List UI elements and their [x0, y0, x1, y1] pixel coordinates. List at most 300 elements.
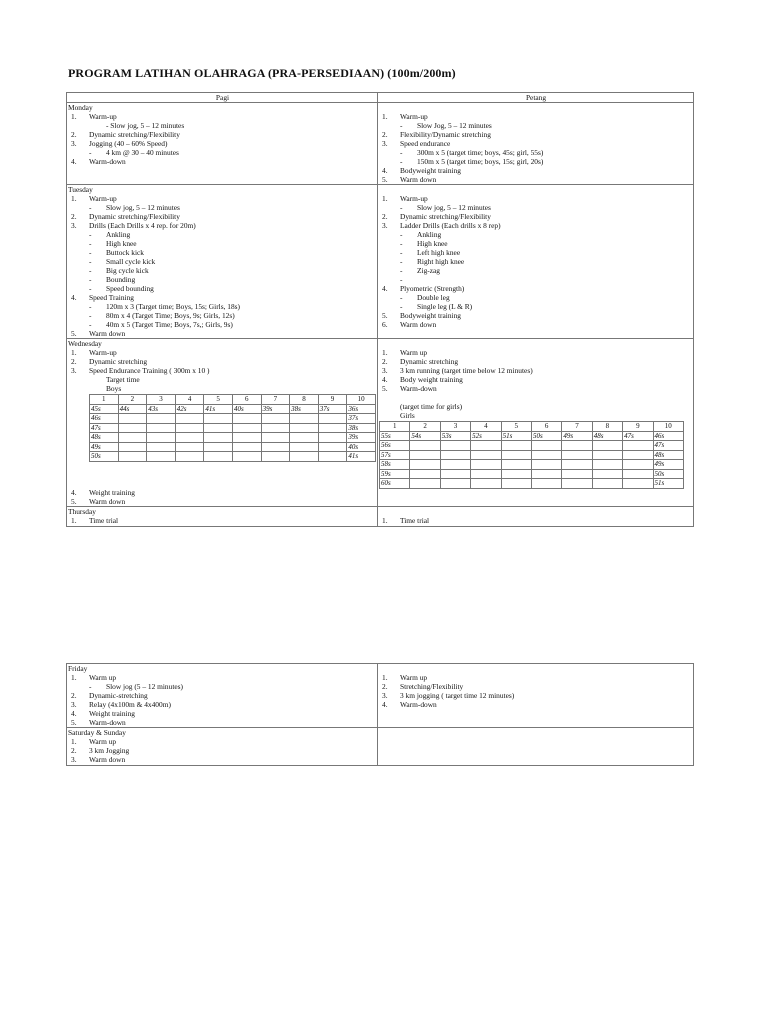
boys-target-table [89, 394, 376, 462]
list-text: Dynamic stretching/Flexibility [89, 212, 180, 221]
list-marker: - [400, 203, 403, 212]
grid-cell: 47s [623, 431, 653, 441]
list-item [379, 293, 693, 302]
list-item [379, 266, 693, 275]
list-text: Jogging (40 – 60% Speed) [89, 139, 168, 148]
grid-header-cell: 4 [471, 422, 501, 432]
list-text: Drills (Each Drills x 4 rep. for 20m) [89, 221, 196, 230]
list-text: Dynamic-stretching [89, 691, 148, 700]
grid-cell [204, 423, 233, 433]
list-marker: 4. [382, 375, 388, 384]
header-pagi: Pagi [67, 93, 378, 103]
list-text: Warm down [89, 755, 126, 764]
list-marker: 4. [71, 487, 77, 497]
list-text: - Slow jog, 5 – 12 minutes [106, 121, 185, 130]
grid-cell [410, 450, 440, 460]
list-text: Weight training [89, 487, 135, 497]
list-marker: 3. [71, 700, 77, 709]
list-marker: - [89, 257, 92, 266]
grid-cell [261, 414, 290, 424]
list-item [68, 746, 377, 755]
list-marker: 5. [71, 496, 77, 506]
grid-header-cell: 3 [440, 422, 470, 432]
list-item [379, 357, 693, 366]
grid-cell [531, 450, 561, 460]
list-text: Bodyweight training [400, 166, 461, 175]
grid-cell [147, 423, 176, 433]
grid-header-cell: 8 [290, 395, 319, 405]
grid-cell [261, 452, 290, 462]
grid-row [90, 423, 376, 433]
list-text: 3 km running (target time below 12 minutes) [400, 366, 533, 375]
list-item [379, 148, 693, 157]
grid-row [380, 469, 684, 479]
list-item [68, 673, 377, 682]
grid-cell [592, 479, 622, 489]
grid-cell [440, 479, 470, 489]
grid-cell [318, 452, 347, 462]
list-text: Warm-down [400, 700, 437, 709]
grid-cell [175, 442, 204, 452]
list-marker: 2. [71, 691, 77, 700]
grid-cell [318, 442, 347, 452]
list-item [379, 393, 693, 402]
list-text: Zig-zag [417, 266, 440, 275]
grid-cell [440, 469, 470, 479]
list-text: Slow jog, 5 – 12 minutes [106, 203, 180, 212]
list-text: Warm-down [400, 384, 437, 393]
list-item [68, 293, 377, 302]
list-text: Warm-down [89, 718, 126, 727]
grid-row [380, 450, 684, 460]
list-text: Speed Endurance Training ( 300m x 10 ) [89, 366, 210, 375]
list-item [68, 221, 377, 230]
grid-cell [290, 423, 319, 433]
grid-cell: 50s [90, 452, 119, 462]
schedule-table [66, 92, 694, 527]
grid-cell [531, 460, 561, 470]
grid-cell [261, 423, 290, 433]
grid-header-row [90, 395, 376, 405]
grid-cell [471, 469, 501, 479]
list-item [379, 248, 693, 257]
grid-cell [175, 414, 204, 424]
list-item [379, 311, 693, 320]
grid-cell: 46s [90, 414, 119, 424]
grid-cell: 51s [653, 479, 683, 489]
grid-cell [562, 469, 592, 479]
list-marker: - [89, 266, 92, 275]
list-item [379, 284, 693, 293]
grid-cell [592, 441, 622, 451]
list-text: Double leg [417, 293, 450, 302]
list-text: Warm-down [89, 157, 126, 166]
list-item [379, 230, 693, 239]
list-marker: 1. [382, 673, 388, 682]
grid-cell [623, 469, 653, 479]
list-item [68, 384, 377, 393]
list-item [68, 375, 377, 384]
list-text: Warm up [400, 348, 428, 357]
list-marker: - [400, 248, 403, 257]
list-item [68, 130, 377, 139]
list-text: Target time [106, 375, 140, 384]
grid-cell: 49s [562, 431, 592, 441]
grid-cell: 45s [90, 404, 119, 414]
grid-cell [471, 441, 501, 451]
list-item [68, 348, 377, 357]
grid-cell [204, 452, 233, 462]
list-item [68, 366, 377, 375]
list-marker: 1. [71, 348, 77, 357]
list-text: Dynamic stretching/Flexibility [89, 130, 180, 139]
wednesday-row [67, 339, 694, 507]
grid-cell: 47s [653, 441, 683, 451]
list-marker: - [400, 257, 403, 266]
grid-cell [147, 452, 176, 462]
list-text: Warm down [400, 320, 437, 329]
list-marker: - [89, 248, 92, 257]
grid-row [90, 452, 376, 462]
list-text: Warm down [89, 329, 126, 338]
grid-header-cell: 6 [232, 395, 261, 405]
list-text: Bodyweight training [400, 311, 461, 320]
grid-row [90, 433, 376, 443]
list-marker: 4. [382, 284, 388, 293]
list-text: High knee [106, 239, 137, 248]
grid-cell: 44s [118, 404, 147, 414]
list-marker: 3. [382, 221, 388, 230]
grid-row [380, 460, 684, 470]
list-marker: - [89, 682, 92, 691]
list-text: Relay (4x100m & 4x400m) [89, 700, 171, 709]
list-marker: - [89, 320, 92, 329]
list-marker: 3. [382, 691, 388, 700]
list-item [379, 130, 693, 139]
grid-cell [147, 433, 176, 443]
list-marker: 1. [382, 515, 388, 525]
list-text: Speed bounding [106, 284, 154, 293]
list-item [68, 329, 377, 338]
list-marker: 1. [71, 515, 77, 525]
list-marker: 4. [382, 166, 388, 175]
list-text: Dynamic stretching [400, 357, 459, 366]
list-item [379, 112, 693, 121]
list-text: Buttock kick [106, 248, 144, 257]
list-text: Warm-up [89, 348, 117, 357]
grid-header-cell: 9 [318, 395, 347, 405]
list-item [379, 302, 693, 311]
list-item [68, 497, 377, 506]
grid-cell [290, 414, 319, 424]
grid-cell [623, 479, 653, 489]
list-item [379, 239, 693, 248]
grid-cell [175, 433, 204, 443]
grid-cell [501, 460, 531, 470]
list-marker: - [89, 203, 92, 212]
list-text: Slow Jog, 5 – 12 minutes [417, 121, 492, 130]
list-text: Small cycle kick [106, 257, 156, 266]
grid-cell [204, 414, 233, 424]
day-label: Saturday & Sunday [68, 728, 126, 737]
list-item [68, 302, 377, 311]
list-text: Warm-up [89, 194, 117, 203]
list-marker: 1. [382, 348, 388, 357]
list-text: 40m x 5 (Target Time; Boys, 7s,; Girls, 9s) [106, 320, 233, 329]
list-text: Slow jog, 5 – 12 minutes [417, 203, 491, 212]
list-item [68, 709, 377, 718]
grid-cell [204, 433, 233, 443]
grid-cell [501, 479, 531, 489]
list-item [68, 718, 377, 727]
list-marker: 3. [71, 139, 77, 148]
day-label: Tuesday [68, 185, 93, 194]
grid-cell [471, 460, 501, 470]
monday-row [67, 103, 694, 185]
list-item [68, 139, 377, 148]
list-text: Warm-up [400, 194, 428, 203]
grid-cell: 41s [347, 452, 376, 462]
grid-cell [501, 441, 531, 451]
list-text: Warm-up [400, 112, 428, 121]
list-marker: 1. [382, 194, 388, 203]
grid-cell [118, 442, 147, 452]
list-marker: 4. [382, 700, 388, 709]
header-row [67, 93, 694, 103]
grid-cell: 49s [653, 460, 683, 470]
grid-cell: 51s [501, 431, 531, 441]
grid-cell: 38s [290, 404, 319, 414]
list-item [68, 266, 377, 275]
list-item [68, 284, 377, 293]
grid-cell [592, 460, 622, 470]
list-text: Single leg (L & R) [417, 302, 473, 311]
list-marker: - [400, 157, 403, 166]
grid-header-cell: 10 [347, 395, 376, 405]
list-marker: - [89, 230, 92, 239]
list-item [68, 212, 377, 221]
list-marker: - [89, 148, 92, 157]
list-item [68, 311, 377, 320]
list-item [68, 148, 377, 157]
grid-header-cell: 3 [147, 395, 176, 405]
tuesday-row [67, 185, 694, 339]
grid-cell [232, 414, 261, 424]
list-item [68, 194, 377, 203]
list-item [68, 691, 377, 700]
list-marker: - [400, 121, 403, 130]
list-text: 3 km Jogging [89, 746, 130, 755]
list-item [379, 121, 693, 130]
grid-cell: 47s [90, 423, 119, 433]
list-marker: 2. [71, 746, 77, 755]
list-marker: 4. [71, 709, 77, 718]
list-item [379, 366, 693, 375]
grid-cell: 40s [347, 442, 376, 452]
list-marker: - [89, 311, 92, 320]
list-item [379, 139, 693, 148]
grid-cell: 54s [410, 431, 440, 441]
list-text: Warm down [400, 175, 437, 184]
grid-cell [623, 450, 653, 460]
list-text: 300m x 5 (target time; boys, 45s; girl, 55s) [417, 148, 544, 157]
list-marker: 1. [71, 194, 77, 203]
list-text: Warm-up [89, 112, 117, 121]
list-marker: 4. [71, 157, 77, 166]
list-item [379, 157, 693, 166]
grid-row [90, 442, 376, 452]
grid-header-cell: 9 [623, 422, 653, 432]
list-marker: 3. [71, 221, 77, 230]
list-item [379, 700, 693, 709]
grid-cell [531, 469, 561, 479]
list-item [68, 230, 377, 239]
list-item [379, 275, 693, 284]
grid-cell [562, 441, 592, 451]
grid-cell [318, 414, 347, 424]
grid-row [380, 431, 684, 441]
grid-cell [562, 450, 592, 460]
list-text: Slow jog (5 – 12 minutes) [106, 682, 183, 691]
grid-header-cell: 4 [175, 395, 204, 405]
grid-cell: 49s [90, 442, 119, 452]
list-marker: 2. [71, 130, 77, 139]
day-label: Thursday [68, 506, 96, 516]
list-text: 4 km @ 30 – 40 minutes [106, 148, 179, 157]
list-marker: 2. [71, 357, 77, 366]
grid-cell [261, 442, 290, 452]
list-text: Time trial [400, 515, 430, 525]
list-text: Warm up [400, 673, 428, 682]
list-marker: 2. [71, 212, 77, 221]
day-label: Friday [68, 664, 88, 673]
list-text: Bounding [106, 275, 136, 284]
list-item [379, 691, 693, 700]
list-item [68, 737, 377, 746]
list-text: Girls [400, 411, 415, 420]
list-text: Warm down [89, 496, 126, 506]
grid-cell [232, 433, 261, 443]
list-marker: 5. [382, 311, 388, 320]
grid-cell [562, 479, 592, 489]
list-text: 80m x 4 (Target Time; Boys, 9s; Girls, 12s) [106, 311, 235, 320]
list-text: Body weight training [400, 375, 463, 384]
grid-header-cell: 1 [380, 422, 410, 432]
list-marker: 3. [382, 366, 388, 375]
list-item [379, 203, 693, 212]
grid-cell [290, 433, 319, 443]
grid-cell [147, 442, 176, 452]
list-text: Stretching/Flexibility [400, 682, 464, 691]
list-marker: 3. [71, 366, 77, 375]
list-text: Warm up [89, 673, 117, 682]
grid-cell [440, 450, 470, 460]
grid-cell [592, 469, 622, 479]
thursday-row [67, 506, 694, 526]
grid-row [380, 479, 684, 489]
grid-row [380, 441, 684, 451]
grid-cell: 39s [261, 404, 290, 414]
list-text: Left high knee [417, 248, 461, 257]
list-text: Boys [106, 384, 122, 393]
grid-header-cell: 7 [261, 395, 290, 405]
list-marker: 2. [382, 130, 388, 139]
list-text: 150m x 5 (target time; boys, 15s; girl, 20s) [417, 157, 544, 166]
list-item [379, 384, 693, 393]
list-text: Weight training [89, 709, 135, 718]
grid-header-cell: 5 [501, 422, 531, 432]
grid-header-cell: 2 [118, 395, 147, 405]
list-item [68, 516, 377, 525]
grid-cell [501, 450, 531, 460]
grid-cell [531, 441, 561, 451]
grid-cell: 42s [175, 404, 204, 414]
list-item [68, 157, 377, 166]
grid-cell: 43s [147, 404, 176, 414]
list-item [68, 357, 377, 366]
grid-cell: 37s [318, 404, 347, 414]
grid-cell: 55s [380, 431, 410, 441]
grid-cell: 50s [653, 469, 683, 479]
list-item [379, 212, 693, 221]
grid-cell [290, 452, 319, 462]
list-marker: - [89, 302, 92, 311]
grid-cell [261, 433, 290, 443]
list-item [68, 257, 377, 266]
grid-cell [290, 442, 319, 452]
schedule-table-continued [66, 663, 694, 766]
grid-cell: 50s [531, 431, 561, 441]
grid-cell [232, 442, 261, 452]
grid-header-cell: 2 [410, 422, 440, 432]
grid-cell: 36s [347, 404, 376, 414]
grid-cell [147, 414, 176, 424]
grid-cell: 41s [204, 404, 233, 414]
list-marker: 5. [382, 175, 388, 184]
grid-header-cell: 8 [592, 422, 622, 432]
girls-target-table [379, 421, 684, 489]
list-text: High knee [417, 239, 448, 248]
list-text: Big cycle kick [106, 266, 149, 275]
list-item [68, 112, 377, 121]
list-item [68, 203, 377, 212]
list-marker: - [89, 239, 92, 248]
list-marker: - [400, 230, 403, 239]
grid-cell [592, 450, 622, 460]
grid-cell [471, 479, 501, 489]
grid-cell: 40s [232, 404, 261, 414]
grid-cell: 56s [380, 441, 410, 451]
grid-header-cell: 5 [204, 395, 233, 405]
grid-cell [623, 441, 653, 451]
list-text: Ankling [417, 230, 442, 239]
list-marker: 2. [382, 357, 388, 366]
list-item [68, 248, 377, 257]
day-label: Wednesday [68, 339, 102, 348]
list-item [68, 239, 377, 248]
list-marker: - [400, 266, 403, 275]
list-marker: 5. [382, 384, 388, 393]
grid-cell [232, 452, 261, 462]
grid-row [90, 404, 376, 414]
list-item [379, 175, 693, 184]
list-text: Speed Training [89, 293, 134, 302]
grid-cell [318, 433, 347, 443]
list-marker: 3. [71, 755, 77, 764]
grid-cell [562, 460, 592, 470]
list-marker: - [400, 275, 403, 284]
grid-cell [175, 423, 204, 433]
